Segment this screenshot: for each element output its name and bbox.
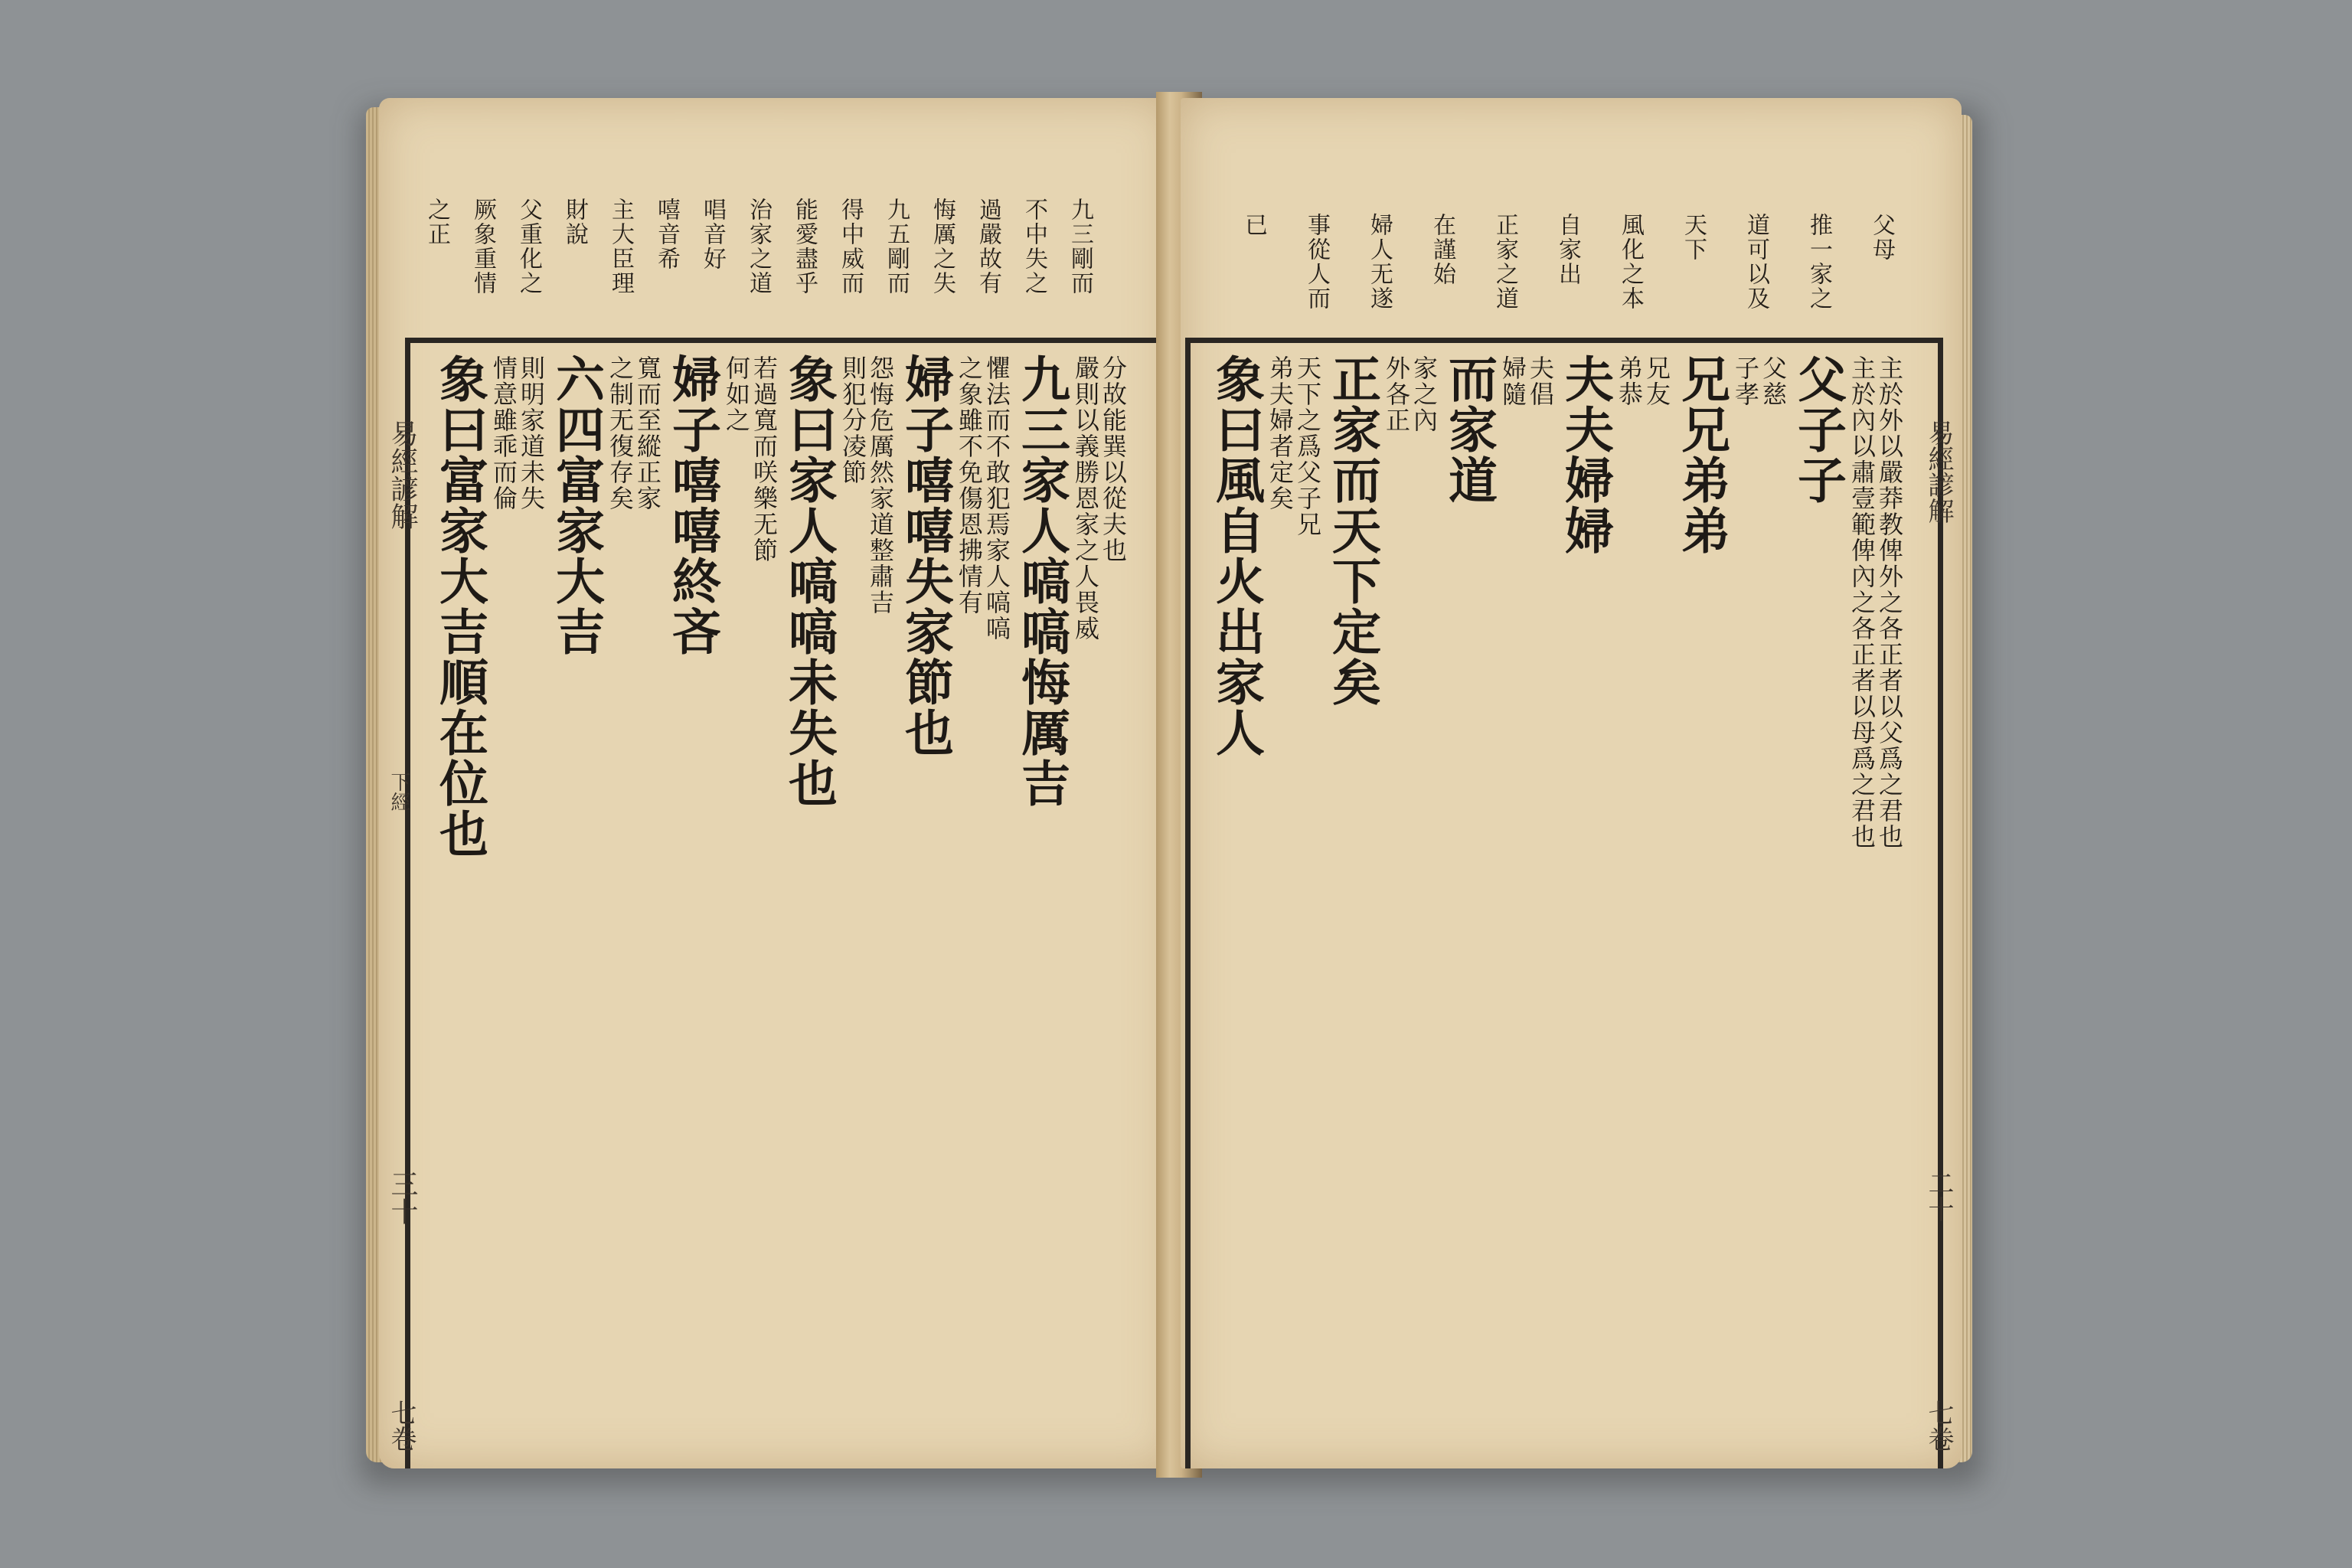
main-text-column: 象曰家人嗃嗃未失也	[780, 354, 838, 808]
head-note: 事從人而	[1303, 213, 1330, 311]
head-note: 九三剛而	[1067, 198, 1093, 296]
head-note: 天下	[1680, 213, 1707, 262]
head-note: 在謹始	[1429, 213, 1455, 286]
head-note: 推一家之	[1805, 213, 1832, 311]
head-note: 過嚴故有	[975, 198, 1001, 296]
main-text-column: 象曰風自火出家人	[1207, 354, 1265, 758]
head-note: 主大臣理	[607, 198, 634, 296]
commentary-column: 家之內	[1410, 355, 1439, 433]
main-text-column: 兄兄弟弟	[1673, 354, 1730, 556]
left-margin-page: 三十	[387, 1170, 418, 1225]
commentary-column: 若過寬而咲樂无節	[750, 355, 779, 564]
right-margin-page: 二十	[1923, 1170, 1954, 1222]
left-text-frame	[405, 338, 1167, 1468]
head-note: 自家出	[1554, 213, 1581, 286]
commentary-column: 之象雖不免傷恩拂情有	[955, 355, 984, 616]
commentary-column: 分故能巽以從夫也	[1099, 355, 1128, 564]
right-margin-title: 易經諺解	[1923, 420, 1954, 524]
commentary-column: 何如之	[722, 355, 751, 433]
head-note: 唱音好	[699, 198, 726, 271]
head-note: 九五剛而	[883, 198, 910, 296]
head-note: 已	[1240, 213, 1267, 237]
commentary-column: 父慈	[1759, 355, 1788, 407]
main-text-column: 象曰富家大吉順在位也	[431, 354, 488, 859]
left-margin-volume: 七卷	[386, 1400, 416, 1452]
main-text-column: 六四富家大吉	[547, 354, 605, 657]
head-note: 不中失之	[1021, 198, 1047, 296]
right-page	[1181, 98, 1962, 1468]
right-text-frame	[1185, 338, 1943, 1468]
commentary-column: 嚴則以義勝恩家之人畏威	[1071, 355, 1100, 642]
commentary-column: 外各正	[1382, 355, 1411, 433]
commentary-column: 寬而至縱正家	[633, 355, 662, 511]
commentary-column: 情意雖乖而倫	[489, 355, 518, 511]
main-text-column: 婦子嘻嘻失家節也	[897, 354, 954, 758]
main-text-column: 而家道	[1440, 354, 1498, 505]
commentary-column: 則犯分凌節	[838, 355, 867, 485]
main-text-column: 九三家人嗃嗃悔厲吉	[1013, 354, 1070, 808]
left-margin-title: 易經諺解	[387, 420, 418, 530]
head-note: 之正	[423, 198, 450, 247]
head-note: 婦人无遂	[1366, 213, 1393, 311]
commentary-column: 弟夫婦者定矣	[1266, 355, 1295, 511]
commentary-column: 兄友	[1642, 355, 1671, 407]
main-text-column: 夫夫婦婦	[1557, 354, 1614, 556]
commentary-column: 則明家道未失	[517, 355, 546, 511]
head-note: 嘻音希	[653, 198, 680, 271]
head-note: 財說	[561, 198, 588, 247]
main-text-column: 婦子嘻嘻終吝	[664, 354, 721, 657]
head-note: 父母	[1868, 213, 1895, 262]
head-note: 正家之道	[1491, 213, 1518, 311]
right-margin-volume: 七卷	[1923, 1400, 1954, 1452]
head-note: 能愛盡乎	[791, 198, 818, 296]
commentary-column: 子孝	[1731, 355, 1760, 407]
commentary-column: 主於外以嚴莽教俾外之各正者以父爲之君也	[1875, 355, 1904, 850]
commentary-column: 天下之爲父子兄	[1293, 355, 1322, 537]
commentary-column: 婦隨	[1498, 355, 1527, 407]
commentary-column: 怨悔危厲然家道整肅吉	[866, 355, 895, 616]
main-text-column: 父子子	[1789, 354, 1847, 505]
head-note: 道可以及	[1743, 213, 1769, 311]
head-note: 父重化之	[515, 198, 542, 296]
head-note: 悔厲之失	[929, 198, 956, 296]
commentary-column: 夫倡	[1526, 355, 1555, 407]
commentary-column: 懼法而不敢犯焉家人嗃嗃	[982, 355, 1011, 642]
head-note: 治家之道	[745, 198, 772, 296]
head-note: 得中威而	[837, 198, 864, 296]
head-note: 風化之本	[1617, 213, 1644, 311]
commentary-column: 主於內以肅壹範俾內之各正者以母爲之君也	[1847, 355, 1877, 850]
commentary-column: 之制无復存矣	[606, 355, 635, 511]
left-page	[379, 98, 1171, 1468]
commentary-column: 弟恭	[1615, 355, 1644, 407]
head-note: 厥象重情	[469, 198, 496, 296]
left-margin-section: 下經	[387, 772, 410, 812]
main-text-column: 正家而天下定矣	[1324, 354, 1381, 707]
